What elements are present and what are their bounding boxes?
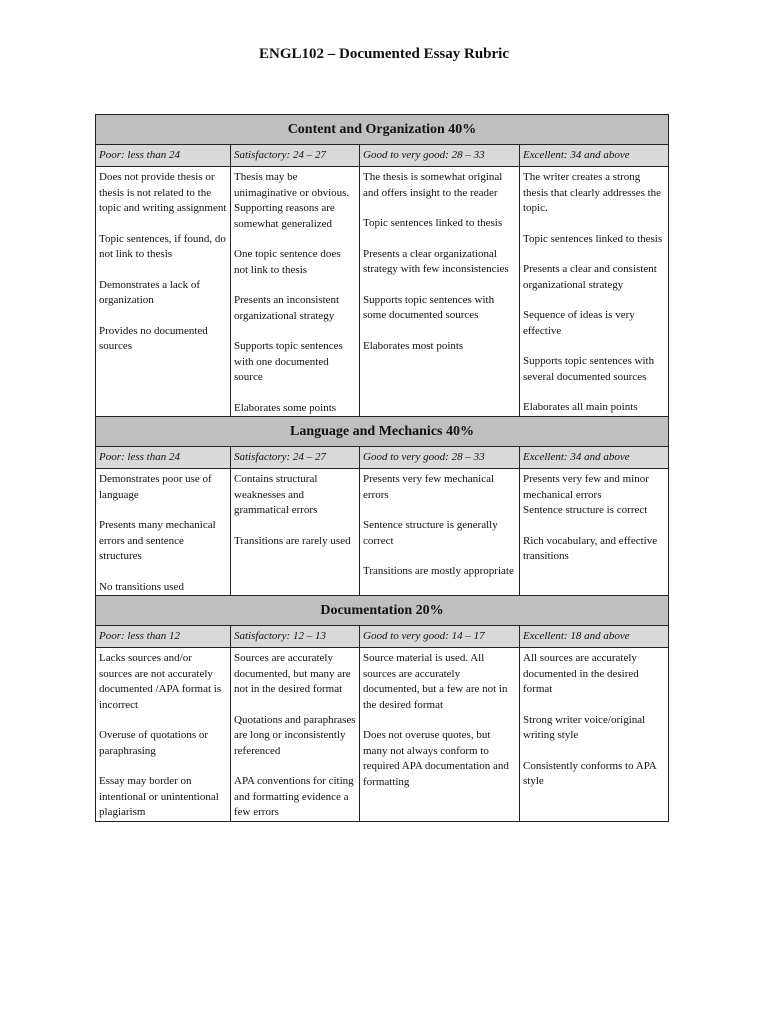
criterion-text: Topic sentences linked to thesis [523, 232, 663, 245]
level-good: Good to very good: 28 – 33 [360, 447, 520, 469]
criterion-text: Sequence of ideas is very effective [523, 309, 635, 337]
criterion-text: Source material is used. All sources are accurately documented, but a few are not in the desired format [363, 652, 508, 711]
criteria-cell-excellent [520, 167, 669, 417]
criterion-text: Transitions are rarely used [234, 534, 351, 547]
criteria-cell-satisfactory [231, 469, 360, 596]
level-excellent: Excellent: 34 and above [520, 145, 669, 167]
criteria-cell-poor [96, 469, 231, 596]
criteria-row [96, 469, 669, 596]
level-excellent: Excellent: 34 and above [520, 447, 669, 469]
level-good: Good to very good: 28 – 33 [360, 145, 520, 167]
criterion-text: Supports topic sentences with one documented source [234, 340, 343, 383]
criterion-text: Sources are accurately documented, but many are not in the desired format [234, 652, 351, 695]
level-row [96, 145, 669, 167]
criterion-text: Contains structural weaknesses and grammatical errors [234, 473, 318, 516]
criterion-text: Presents many mechanical errors and sentence structures [99, 519, 216, 562]
criterion-text: Presents a clear organizational strategy with few inconsistencies [363, 247, 509, 275]
criterion-text: The thesis is somewhat original and offers insight to the reader [363, 171, 503, 199]
section-header-row [96, 417, 669, 447]
criterion-text: Presents a clear and consistent organizational strategy [523, 263, 657, 291]
section-header-row [96, 596, 669, 626]
level-row [96, 447, 669, 469]
section-header-row [96, 115, 669, 145]
level-row [96, 626, 669, 648]
criteria-cell-good [360, 648, 520, 822]
criterion-text: Presents an inconsistent organizational strategy [234, 294, 340, 322]
criterion-text: Presents very few and minor mechanical errors [523, 473, 649, 501]
criterion-text: Demonstrates a lack of organization [99, 278, 201, 306]
criterion-text: Does not provide thesis or thesis is not related to the topic and writing assignment [99, 171, 227, 214]
criteria-cell-satisfactory [231, 167, 360, 417]
criterion-text: Lacks sources and/or sources are not accurately documented /APA format is incorrect [99, 652, 222, 711]
criterion-text: Demonstrates poor use of language [99, 473, 212, 501]
criterion-text: Transitions are mostly appropriate [363, 565, 514, 577]
criterion-text: Strong writer voice/original writing style [523, 713, 646, 741]
criterion-text: Quotations and paraphrases are long or inconsistently referenced [234, 713, 356, 757]
criteria-cell-excellent [520, 648, 669, 822]
criteria-cell-poor [96, 648, 231, 822]
criterion-text: Thesis may be unimaginative or obvious. Supporting reasons are somewhat generalized [234, 171, 350, 230]
section-heading-documentation: Documentation 20% [96, 596, 669, 626]
criterion-text: Topic sentences linked to thesis [363, 217, 503, 229]
criterion-text: All sources are accurately documented in the desired format [523, 652, 639, 695]
criteria-row [96, 648, 669, 822]
criterion-text: Presents very few mechanical errors [363, 473, 495, 501]
criterion-text: Overuse of quotations or paraphrasing [99, 729, 209, 757]
page-title: ENGL102 – Documented Essay Rubric [258, 46, 509, 62]
criterion-text: Provides no documented sources [99, 324, 208, 352]
level-excellent: Excellent: 18 and above [520, 626, 669, 648]
criteria-cell-excellent [520, 469, 669, 596]
criterion-text: Topic sentences, if found, do not link to thesis [99, 232, 226, 260]
section-heading-language-mechanics: Language and Mechanics 40% [96, 417, 669, 447]
level-good: Good to very good: 14 – 17 [360, 626, 520, 648]
level-satisfactory: Satisfactory: 24 – 27 [231, 145, 360, 167]
level-satisfactory: Satisfactory: 12 – 13 [231, 626, 360, 648]
rubric-table [95, 114, 669, 822]
level-poor: Poor: less than 24 [96, 145, 231, 167]
criterion-text: Elaborates some points [234, 401, 337, 414]
criterion-text: Rich vocabulary, and effective transitions [523, 534, 658, 562]
criterion-text: Supports topic sentences with several documented sources [523, 355, 655, 383]
section-heading-content-organization: Content and Organization 40% [96, 115, 669, 145]
criterion-text: APA conventions for citing and formatting evidence a few errors [234, 775, 354, 818]
level-poor: Poor: less than 24 [96, 447, 231, 469]
criterion-text: Essay may border on intentional or unintentional plagiarism [99, 775, 219, 818]
criterion-text: The writer creates a strong thesis that clearly addresses the topic. [523, 171, 662, 214]
criterion-text: One topic sentence does not link to thesis [234, 248, 341, 276]
criteria-cell-good [360, 469, 520, 596]
criterion-text: Does not overuse quotes, but many not always conform to required APA documentation and formatting [363, 729, 509, 788]
criterion-text: Consistently conforms to APA style [523, 759, 657, 787]
criterion-text: Elaborates most points [363, 339, 464, 352]
criterion-text: Sentence structure is generally correct [363, 519, 498, 547]
criteria-cell-satisfactory [231, 648, 360, 822]
criteria-cell-good [360, 167, 520, 417]
level-poor: Poor: less than 12 [96, 626, 231, 648]
criterion-text: Supports topic sentences with some documented sources [363, 293, 495, 321]
criteria-cell-poor [96, 167, 231, 417]
criterion-text: Sentence structure is correct [523, 504, 648, 516]
criterion-text: No transitions used [99, 580, 184, 593]
level-satisfactory: Satisfactory: 24 – 27 [231, 447, 360, 469]
criteria-row [96, 167, 669, 417]
criterion-text: Elaborates all main points [523, 401, 638, 413]
